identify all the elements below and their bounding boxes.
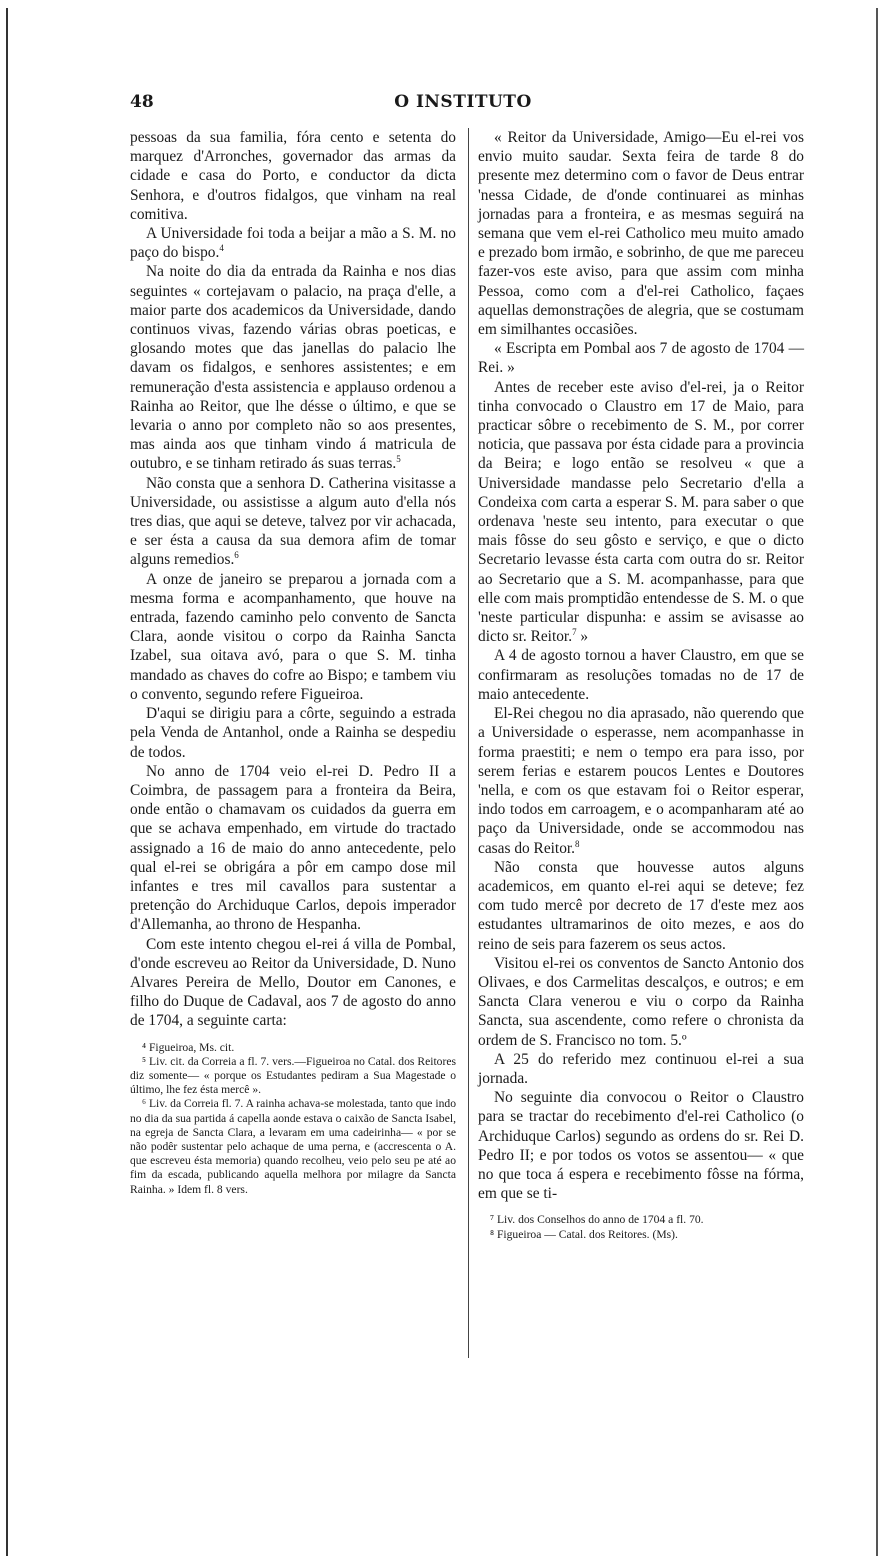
footnote: ⁸ Figueiroa — Catal. dos Reitores. (Ms). bbox=[490, 1227, 678, 1241]
footnote-marker: 5 bbox=[396, 454, 401, 465]
footnote: ⁷ Liv. dos Conselhos do anno de 1704 a fl. 70. bbox=[490, 1213, 704, 1227]
footnote-marker: 4 bbox=[219, 243, 224, 254]
paragraph: El-Rei chegou no dia aprasado, não querendo que a Universidade o esperasse, nem acompanhasse in forma praestiti; e nem o tempo era para isso, por serem ferias e estarem poucos Lentes e Doutores 'nella, e com os que estavam foi o Reitor esperar, indo todos em carroagem, e o acompanharam até ao paço da Universidade, onde se accommodou nas casas do Reitor.$^8$ bbox=[478, 705, 804, 857]
letter-paragraph: « Reitor da Universidade, Amigo—Eu el-rei vos envio muito saudar. Sexta feira de tarde 8 do presente mez determino com o favor de Deus entrar 'nessa Cidade, de d'onde continuarei as minhas jornadas para a fronteira, e as mesmas seguirá na semana que vem el-rei Catholico meu muito amado e prezado bom irmão, e sobrinho, de que me pareceu fazer-vos este aviso, para que assim com minha Pessoa, como com a d'el-rei Catholico, façaes aquellas demonstrações de alegria, que se costumam em similhantes occasiões. bbox=[478, 129, 804, 339]
page-header bbox=[112, 84, 814, 118]
paragraph: Com este intento chegou el-rei á villa de Pombal, d'onde escreveu ao Reitor da Universidade, D. Nuno Alvares Pereira de Mello, Doutor em Canones, e filho do Duque de Cadaval, aos 7 de agosto do anno de 1704, a seguinte carta: bbox=[130, 935, 456, 1030]
paragraph: pessoas da sua familia, fóra cento e setenta do marquez d'Arronches, governador das armas da cidade e casa do Porto, e conductor da dicta Senhora, e d'outros fidalgos, que vinham na real comitiva. bbox=[130, 129, 456, 223]
paragraph: D'aqui se dirigiu para a côrte, seguindo a estrada pela Venda de Antanhol, onde a Rainha se despediu de todos. bbox=[130, 705, 456, 761]
paragraph: A 25 do referido mez continuou el-rei a sua jornada. bbox=[478, 1050, 804, 1087]
paragraph: Antes de receber este aviso d'el-rei, ja o Reitor tinha convocado o Claustro em 17 de Maio, para practicar sôbre o recebimento de S. M., por correr noticia, que passava por ésta cidade para a provincia da Beira; e logo então se resolveu « que a Universidade mandasse pelo Secretario d'ella a Condeixa com carta a esperar S. M. para saber o que ordenava 'neste seu intento, para executar o que mais fôsse do seu gôsto e serviço, e que o dicto Secretario levasse ésta carta com outra do sr. Reitor ao Secretario que a S. M. acompanhasse, para que elle com mais promptidão entendesse de S. M. o que 'neste particular dispunha: e assim se avisasse ao dicto sr. Reitor.$^7$ » bbox=[478, 378, 804, 646]
paragraph: Não consta que a senhora D. Catherina visitasse a Universidade, ou assistisse a algum auto d'ella nós tres dias, que aqui se deteve, talvez por vir achacada, e ser ésta a causa da sua demora afim de tomar alguns remedios.$^6$ bbox=[130, 474, 456, 569]
text-columns bbox=[130, 128, 814, 1388]
footnote-marker: 7 bbox=[572, 627, 577, 638]
footnote-marker: 6 bbox=[234, 550, 239, 561]
footnote: ⁶ Liv. da Correia fl. 7. A rainha achava-se molestada, tanto que indo no dia da sua partida á capella aonde estava o caixão de Sancta Isabel, na egreja de Sancta Clara, a levaram em uma cadeirinha— « por se não podêr sustentar pelo achaque de uma perna, e (accrescenta o A. que escreveu ésta memoria) quando recolheu, veio pelo seu pe até ao fim da escada, publicando aquella melhora por milagre da Sancta Rainha. » Idem fl. 8 vers. bbox=[130, 1097, 456, 1196]
paragraph: A onze de janeiro se preparou a jornada com a mesma forma e acompanhamento, que houve na entrada, fazendo caminho pelo convento de Sancta Clara, aonde visitou o corpo da Rainha Sancta Izabel, sua oitava avó, para o que S. M. tinha mandado as chaves do cofre ao Bispo; e tambem viu o convento, segundo refere Figueiroa. bbox=[130, 570, 456, 703]
paragraph: A Universidade foi toda a beijar a mão a S. M. no paço do bispo.$^4$ bbox=[130, 225, 456, 262]
paragraph: Não consta que houvesse autos alguns academicos, em quanto el-rei aqui se deteve; fez com tudo mercê por decreto de 17 d'este mez aos estudantes ultramarinos de oito mezes, e aos do reino de seis para fazerem os seus actos. bbox=[478, 858, 804, 953]
paragraph: Na noite do dia da entrada da Rainha e nos dias seguintes « cortejavam o palacio, na praça d'elle, a maior parte dos academicos da Universidade, dando continuos vivas, fazendo várias obras poeticas, e glosando motes que das janellas do palacio lhe davam os fidalgos, e senhores assistentes; e em remuneração d'esta assistencia e applauso ordenou a Rainha ao Reitor, que lhe désse o último, e que se levaria o anno por completo não so aos presentes, mas ainda aos que tinham vindo á matricula de outubro, e se tinham retirado ás suas terras.$^5$ bbox=[130, 263, 456, 473]
letter-signature: « Escripta em Pombal aos 7 de agosto de 1704 — Rei. » bbox=[478, 340, 804, 377]
column-divider bbox=[468, 128, 469, 1358]
footnotes bbox=[478, 1213, 804, 1241]
paragraph: A 4 de agosto tornou a haver Claustro, em que se confirmaram as resoluções tomadas no de 17 de maio antecedente. bbox=[478, 647, 804, 703]
footnote-marker: 8 bbox=[575, 838, 580, 849]
paragraph: Visitou el-rei os conventos de Sancto Antonio dos Olivaes, e dos Carmelitas descalços, e outros; e em Sancta Clara venerou e viu o corpo da Rainha Sancta, sua ascendente, como refere o chronista da ordem de S. Francisco no tom. 5.º bbox=[478, 954, 804, 1049]
page-number: 48 bbox=[130, 92, 154, 112]
paragraph: No seguinte dia convocou o Reitor o Claustro para se tractar do recebimento d'el-rei Catholico (o Archiduque Carlos) segundo as ordens do sr. Rei D. Pedro II; e por todos os votos se assentou— « que no que toca á espera e recebimento fôsse na fórma, em que se ti- bbox=[478, 1089, 804, 1203]
book-page bbox=[112, 84, 814, 1404]
footnote: ⁵ Liv. cit. da Correia a fl. 7. vers.—Figueiroa no Catal. dos Reitores diz somente— « porque os Estudantes pediram a Sua Magestade o último, lhe fez ésta mercê ». bbox=[130, 1054, 456, 1097]
right-column bbox=[478, 128, 804, 1242]
running-title: O INSTITUTO bbox=[394, 92, 532, 112]
footnote: ⁴ Figueiroa, Ms. cit. bbox=[142, 1040, 235, 1054]
paragraph: No anno de 1704 veio el-rei D. Pedro II a Coimbra, de passagem para a fronteira da Beira, onde então o chamavam os cuidados da guerra em que se achava empenhado, em virtude do tractado assignado a 16 de maio do anno antecedente, pelo qual el-rei se obrigára a pôr em campo dose mil infantes e tres mil cavallos para sustentar a pretenção do Archiduque Carlos, depois imperador d'Allemanha, ao throno de Hespanha. bbox=[130, 762, 456, 934]
footnotes bbox=[130, 1041, 456, 1197]
left-column bbox=[130, 128, 456, 1197]
